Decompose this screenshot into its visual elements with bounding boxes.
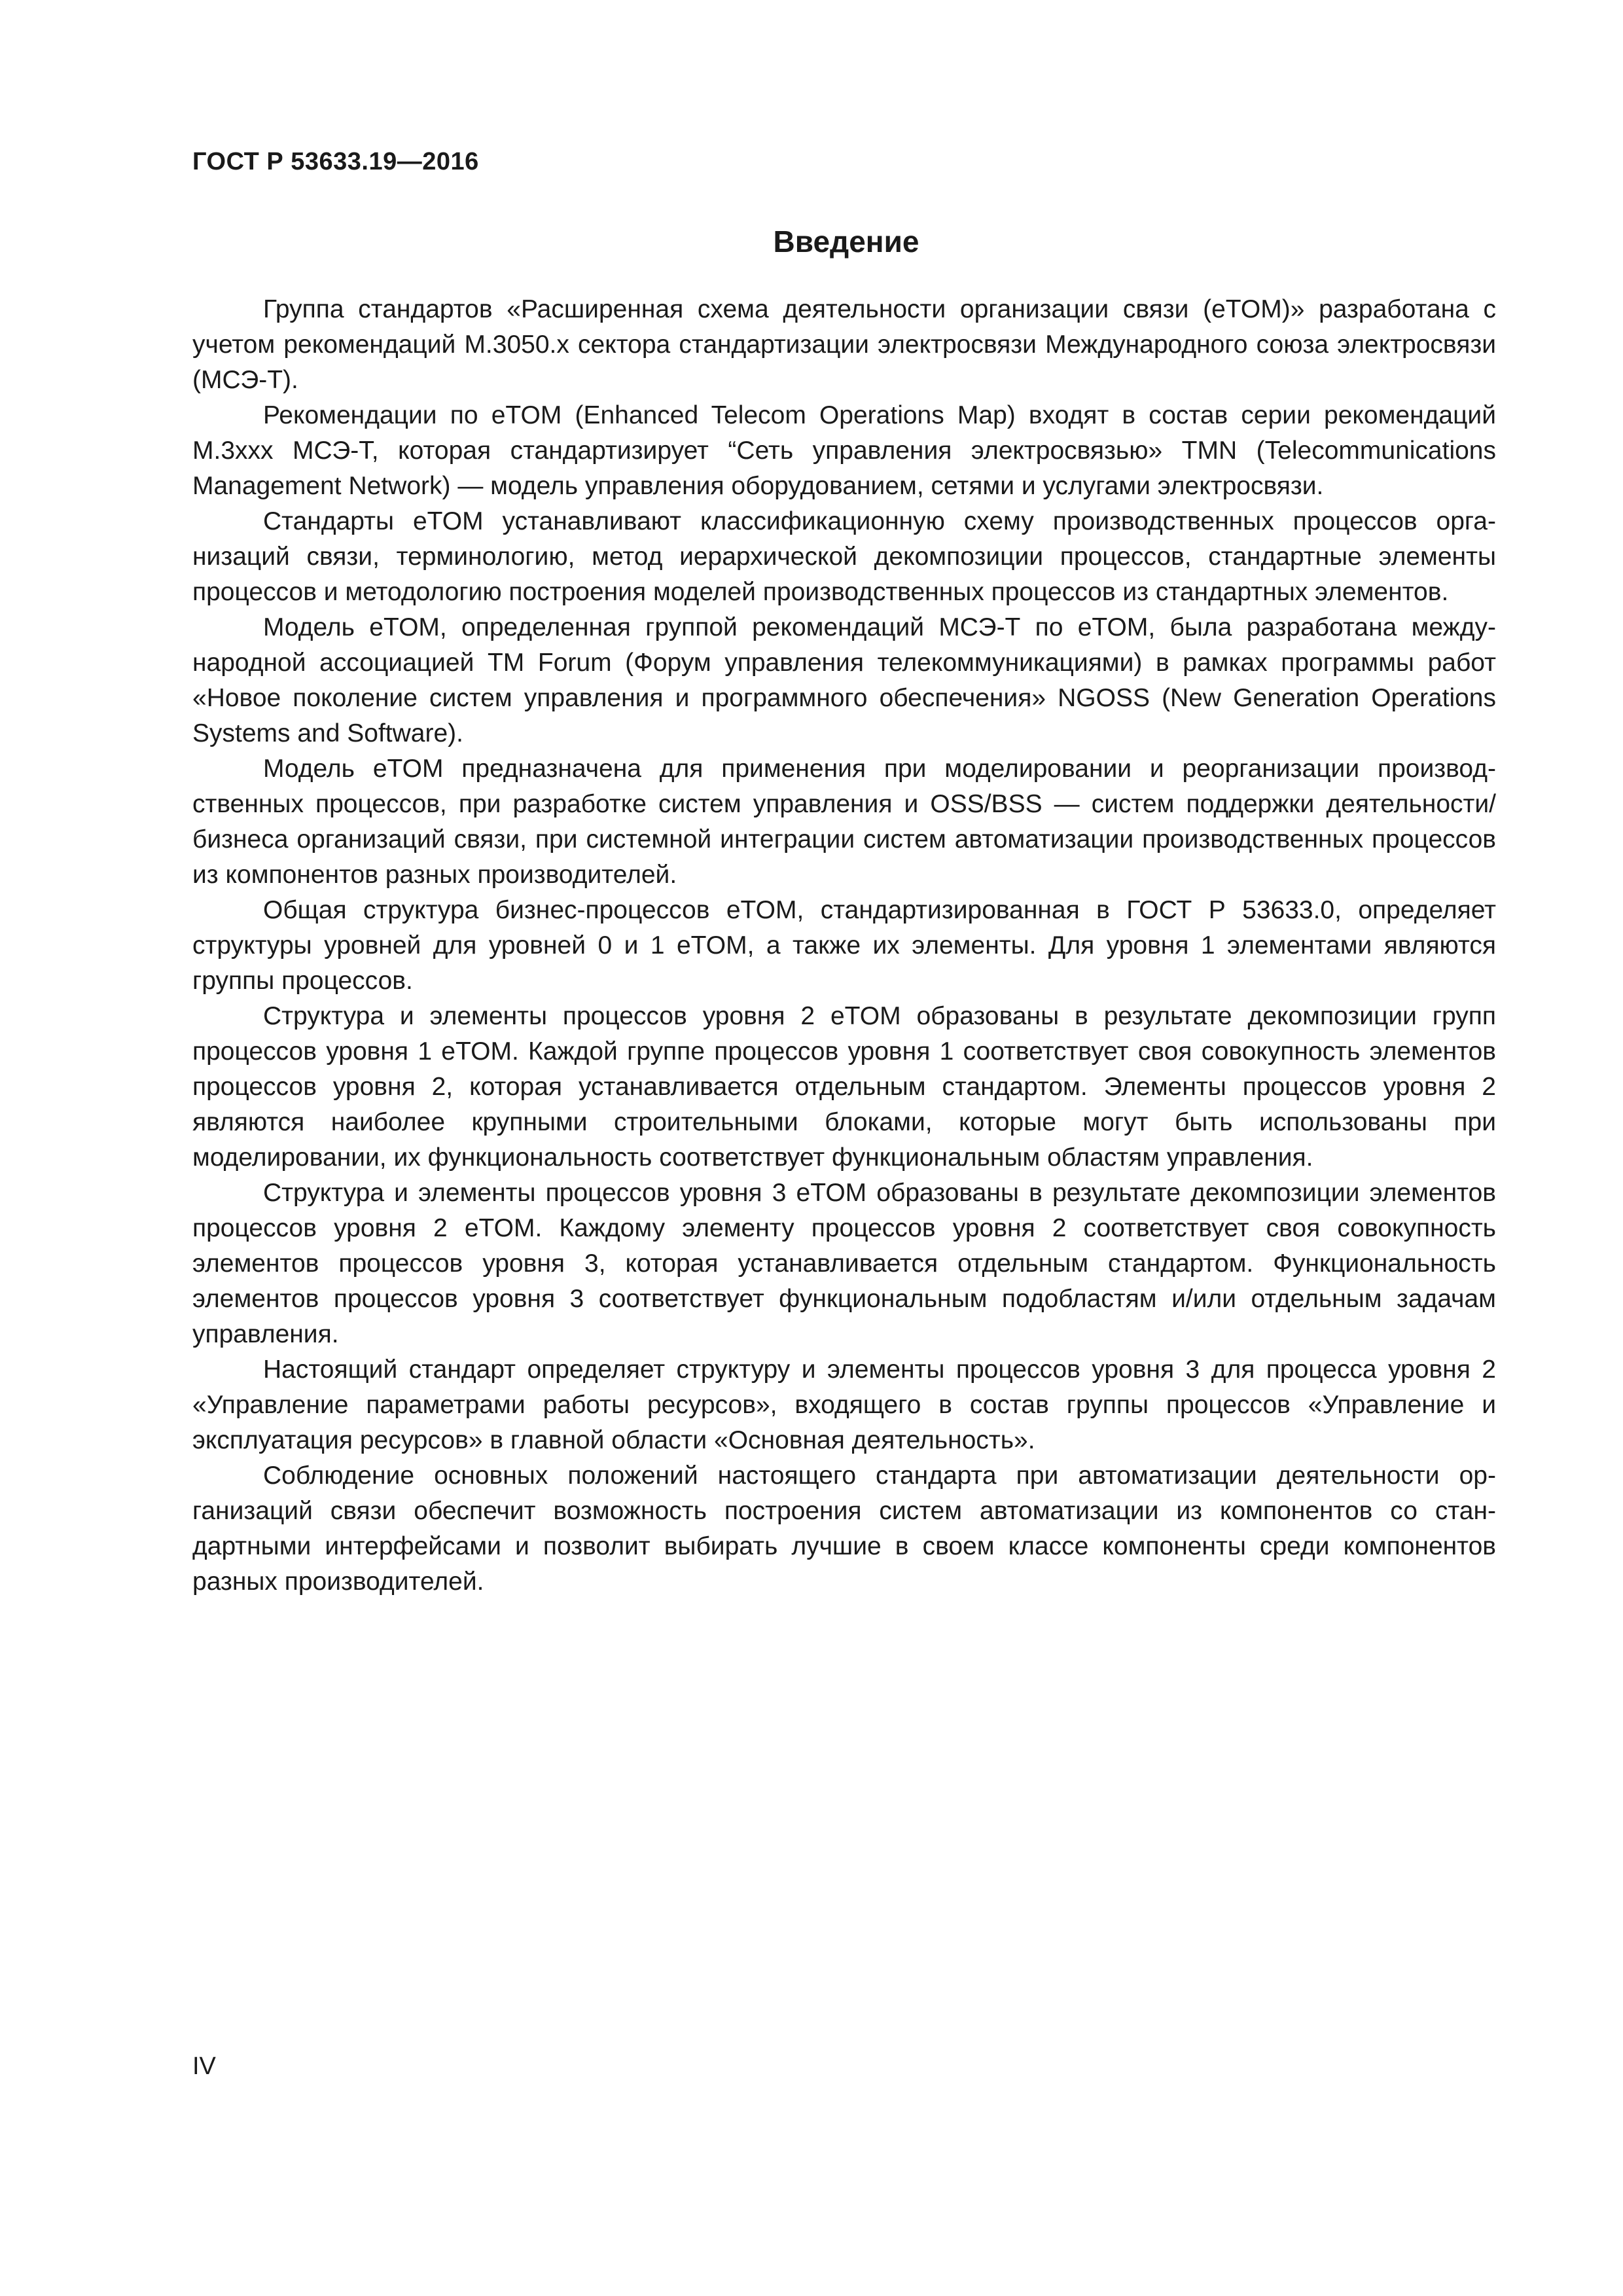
paragraph-10: Соблюдение основных положений настоящего стандарта при автоматизации деятельности организаций связи обеспечит возможность построения систем автоматизации из компонентов со стандартными интерфейсами и позволит выбирать лучшие в своем классе компоненты среди компонентов разных производителей. [192, 1462, 1496, 1596]
paragraph-1: Группа стандартов «Расширенная схема деятельности организации связи (eTOM)» разработана с учетом рекомендаций М.3050.х сектора стандартизации электросвязи Международного союза электросвязи (МСЭ-Т). [192, 295, 1496, 394]
paragraph-4: Модель eTOM, определенная группой рекомендаций МСЭ-Т по eTOM, была разработана международной ассоциацией TM Forum (Форум управления телекоммуникациями) в рамках программы работ «Новое поколение систем управления и программного обеспечения» NGOSS (New Generation Operations Systems and Software). [192, 613, 1496, 747]
paragraph-2: Рекомендации по eTOM (Enhanced Telecom Operations Map) входят в состав серии рекомендаций М.3ххх МСЭ-Т, которая стандартизирует “Сеть управления электросвязью» TMN (Telecommunications Management Network) — модель управления оборудованием, сетями и услугами электросвязи. [192, 401, 1496, 500]
paragraph-5: Модель eTOM предназначена для применения при моделировании и реорганизации производственных процессов, при разработке систем управления и OSS/BSS — систем поддержки деятельности/бизнеса организаций связи, при системной интеграции систем автоматизации производственных процессов из компонентов разных производителей. [192, 755, 1496, 889]
introduction-body [192, 292, 1496, 1600]
section-title: Введение [773, 224, 919, 259]
paragraph-6: Общая структура бизнес-процессов eTOM, стандартизированная в ГОСТ Р 53633.0, определяет структуры уровней для уровней 0 и 1 eTOM, а также их элементы. Для уровня 1 элементами являются группы процессов. [192, 896, 1496, 995]
paragraph-9: Настоящий стандарт определяет структуру и элементы процессов уровня 3 для процесса уровня 2 «Управление параметрами работы ресурсов», входящего в состав группы процессов «Управление и эксплуатация ресурсов» в главной области «Основная деятельность». [192, 1355, 1496, 1454]
paragraph-3: Стандарты eTOM устанавливают классификационную схему производственных процессов организаций связи, терминологию, метод иерархической декомпозиции процессов, стандартные элементы процессов и методологию построения моделей производственных процессов из стандартных элементов. [192, 507, 1496, 606]
paragraph-7: Структура и элементы процессов уровня 2 eTOM образованы в результате декомпозиции групп процессов уровня 1 eTOM. Каждой группе процессов уровня 1 соответствует своя совокупность элементов процессов уровня 2, которая устанавливается отдельным стандартом. Элементы процессов уровня 2 являются наиболее крупными строительными блоками, которые могут быть использованы при моделировании, их функциональность соответствует функциональным областям управления. [192, 1002, 1496, 1172]
page-number: IV [192, 2053, 216, 2080]
document-identifier: ГОСТ Р 53633.19—2016 [192, 148, 479, 175]
paragraph-8: Структура и элементы процессов уровня 3 eTOM образованы в результате декомпозиции элементов процессов уровня 2 eTOM. Каждому элементу процессов уровня 2 соответствует своя совокупность элементов процессов уровня 3, которая устанавливается отдельным стандартом. Функциональность элементов процессов уровня 3 соответствует функциональным подобластям и/или отдельным задачам управления. [192, 1179, 1496, 1348]
